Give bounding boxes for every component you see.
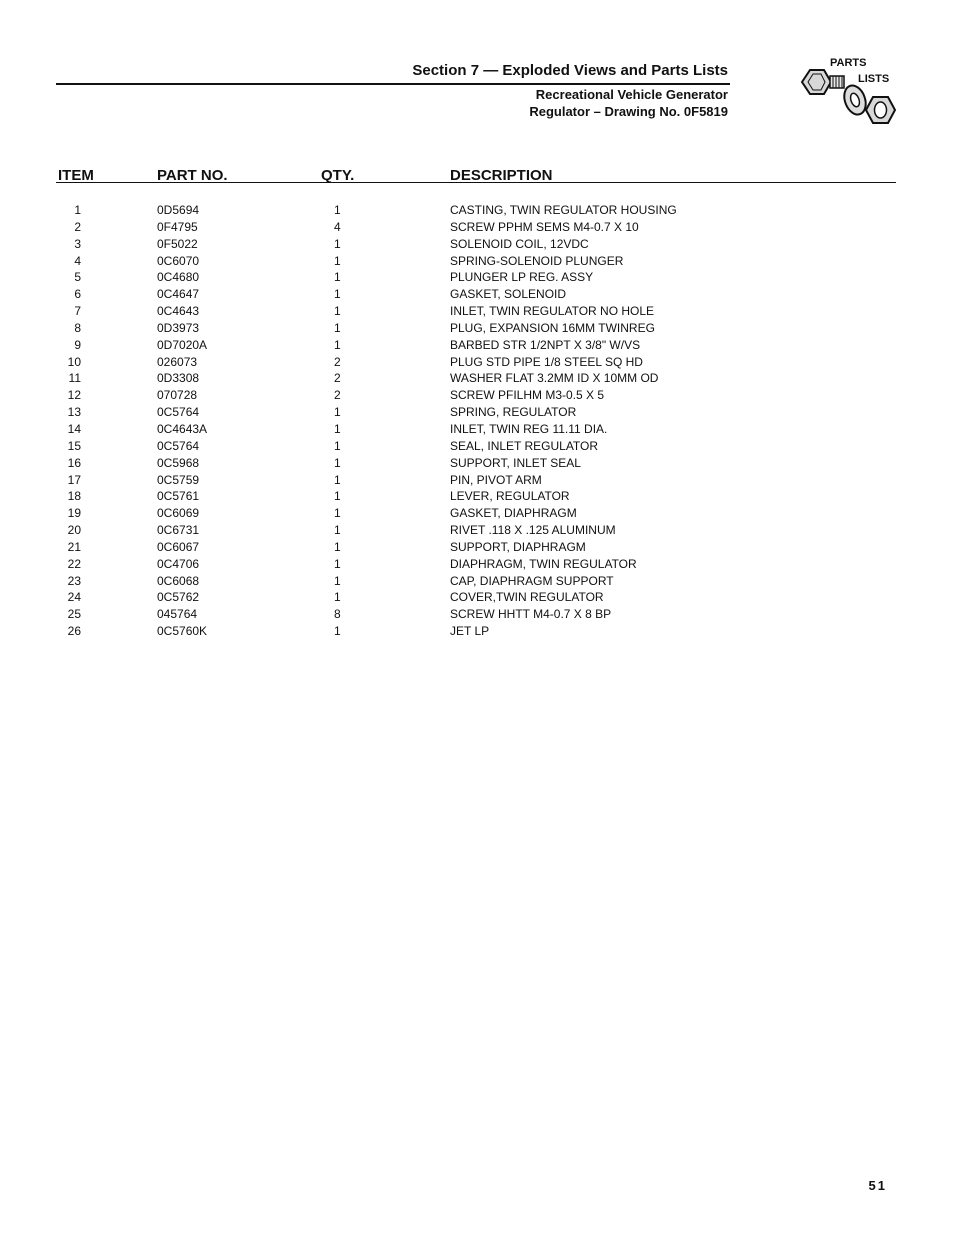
item-cell: 3 bbox=[74, 236, 81, 251]
item-cell: 6 bbox=[74, 287, 81, 302]
qty-cell: 2 bbox=[334, 388, 341, 403]
table-row bbox=[0, 370, 954, 387]
description-cell: SPRING, REGULATOR bbox=[450, 405, 577, 420]
part-no-cell: 0C5761 bbox=[157, 489, 200, 504]
column-header-item: ITEM bbox=[58, 167, 94, 184]
header-divider bbox=[56, 83, 730, 85]
part-no-cell: 0D7020A bbox=[157, 337, 208, 352]
table-row bbox=[0, 455, 954, 472]
table-row bbox=[0, 337, 954, 354]
part-no-cell: 0C5759 bbox=[157, 472, 200, 487]
description-cell: PLUG STD PIPE 1/8 STEEL SQ HD bbox=[450, 354, 643, 369]
part-no-cell: 0C5762 bbox=[157, 590, 200, 605]
table-header-divider bbox=[56, 182, 896, 183]
item-cell: 7 bbox=[74, 304, 81, 319]
qty-cell: 1 bbox=[334, 320, 341, 335]
subtitle-product: Recreational Vehicle Generator bbox=[535, 87, 728, 102]
qty-cell: 1 bbox=[334, 270, 341, 285]
item-cell: 23 bbox=[67, 573, 81, 588]
qty-cell: 1 bbox=[334, 556, 341, 571]
description-cell: PIN, PIVOT ARM bbox=[450, 472, 542, 487]
qty-cell: 2 bbox=[334, 354, 341, 369]
table-row bbox=[0, 573, 954, 590]
part-no-cell: 0C6731 bbox=[157, 523, 200, 538]
qty-cell: 1 bbox=[334, 253, 341, 268]
description-cell: SCREW PFILHM M3-0.5 X 5 bbox=[450, 388, 605, 403]
item-cell: 15 bbox=[67, 438, 81, 453]
description-cell: INLET, TWIN REG 11.11 DIA. bbox=[450, 421, 608, 436]
part-no-cell: 0C4680 bbox=[157, 270, 200, 285]
description-cell: LEVER, REGULATOR bbox=[450, 489, 570, 504]
item-cell: 5 bbox=[74, 270, 81, 285]
description-cell: INLET, TWIN REGULATOR NO HOLE bbox=[450, 304, 655, 319]
description-cell: GASKET, DIAPHRAGM bbox=[450, 506, 577, 521]
table-row bbox=[0, 421, 954, 438]
logo-text-parts: PARTS bbox=[830, 57, 867, 69]
item-cell: 13 bbox=[67, 405, 81, 420]
qty-cell: 1 bbox=[334, 304, 341, 319]
qty-cell: 1 bbox=[334, 455, 341, 470]
description-cell: SOLENOID COIL, 12VDC bbox=[450, 236, 589, 251]
item-cell: 26 bbox=[67, 624, 81, 639]
column-header-part-no: PART NO. bbox=[157, 167, 228, 184]
table-row bbox=[0, 623, 954, 640]
subtitle-drawing: Regulator – Drawing No. 0F5819 bbox=[529, 104, 728, 119]
part-no-cell: 0D5694 bbox=[157, 203, 200, 217]
parts-lists-logo bbox=[800, 54, 900, 132]
table-row bbox=[0, 589, 954, 606]
description-cell: CASTING, TWIN REGULATOR HOUSING bbox=[450, 203, 677, 217]
item-cell: 14 bbox=[67, 421, 81, 436]
description-cell: PLUNGER LP REG. ASSY bbox=[450, 270, 594, 285]
description-cell: CAP, DIAPHRAGM SUPPORT bbox=[450, 573, 614, 588]
table-row bbox=[0, 539, 954, 556]
table-row bbox=[0, 219, 954, 236]
table-row bbox=[0, 522, 954, 539]
table-row bbox=[0, 472, 954, 489]
part-no-cell: 0C5764 bbox=[157, 405, 200, 420]
item-cell: 25 bbox=[67, 607, 81, 622]
part-no-cell: 0C6070 bbox=[157, 253, 200, 268]
description-cell: SUPPORT, DIAPHRAGM bbox=[450, 539, 586, 554]
description-cell: RIVET .118 X .125 ALUMINUM bbox=[450, 523, 616, 538]
item-cell: 20 bbox=[67, 523, 81, 538]
table-row bbox=[0, 253, 954, 270]
item-cell: 17 bbox=[67, 472, 81, 487]
part-no-cell: 0D3973 bbox=[157, 320, 200, 335]
table-row bbox=[0, 404, 954, 421]
qty-cell: 1 bbox=[334, 489, 341, 504]
qty-cell: 8 bbox=[334, 607, 341, 622]
table-row bbox=[0, 438, 954, 455]
description-cell: SUPPORT, INLET SEAL bbox=[450, 455, 581, 470]
item-cell: 18 bbox=[67, 489, 81, 504]
qty-cell: 4 bbox=[334, 219, 341, 234]
table-row bbox=[0, 606, 954, 623]
qty-cell: 1 bbox=[334, 624, 341, 639]
qty-cell: 1 bbox=[334, 236, 341, 251]
bolt-icon bbox=[802, 70, 844, 94]
qty-cell: 1 bbox=[334, 203, 341, 217]
description-cell: BARBED STR 1/2NPT X 3/8" W/VS bbox=[450, 337, 641, 352]
logo-text-lists: LISTS bbox=[858, 73, 890, 85]
column-header-qty: QTY. bbox=[321, 167, 355, 184]
part-no-cell: 0C6067 bbox=[157, 539, 200, 554]
qty-cell: 1 bbox=[334, 421, 341, 436]
qty-cell: 1 bbox=[334, 472, 341, 487]
item-cell: 16 bbox=[67, 455, 81, 470]
page-number: 51 bbox=[868, 1178, 887, 1193]
description-cell: PLUG, EXPANSION 16MM TWINREG bbox=[450, 320, 655, 335]
table-row bbox=[0, 387, 954, 404]
table-row bbox=[0, 236, 954, 253]
qty-cell: 1 bbox=[334, 506, 341, 521]
item-cell: 9 bbox=[74, 337, 81, 352]
description-cell: SEAL, INLET REGULATOR bbox=[450, 438, 599, 453]
column-header-description: DESCRIPTION bbox=[450, 167, 553, 184]
table-row bbox=[0, 202, 954, 219]
part-no-cell: 045764 bbox=[157, 607, 198, 622]
part-no-cell: 0C5764 bbox=[157, 438, 200, 453]
qty-cell: 2 bbox=[334, 371, 341, 386]
description-cell: GASKET, SOLENOID bbox=[450, 287, 567, 302]
description-cell: WASHER FLAT 3.2MM ID X 10MM OD bbox=[450, 371, 659, 386]
part-no-cell: 0C4643 bbox=[157, 304, 200, 319]
item-cell: 2 bbox=[74, 219, 81, 234]
qty-cell: 1 bbox=[334, 405, 341, 420]
part-no-cell: 0C5968 bbox=[157, 455, 200, 470]
qty-cell: 1 bbox=[334, 590, 341, 605]
description-cell: SCREW PPHM SEMS M4-0.7 X 10 bbox=[450, 219, 639, 234]
part-no-cell: 070728 bbox=[157, 388, 198, 403]
qty-cell: 1 bbox=[334, 337, 341, 352]
table-row bbox=[0, 303, 954, 320]
part-no-cell: 0C5760K bbox=[157, 624, 208, 639]
table-row bbox=[0, 488, 954, 505]
qty-cell: 1 bbox=[334, 539, 341, 554]
item-cell: 11 bbox=[68, 371, 81, 386]
qty-cell: 1 bbox=[334, 573, 341, 588]
section-title: Section 7 — Exploded Views and Parts Lists bbox=[412, 62, 728, 79]
table-row bbox=[0, 269, 954, 286]
qty-cell: 1 bbox=[334, 287, 341, 302]
item-cell: 19 bbox=[67, 506, 81, 521]
item-cell: 1 bbox=[74, 203, 81, 217]
table-row bbox=[0, 354, 954, 371]
item-cell: 10 bbox=[67, 354, 81, 369]
table-row bbox=[0, 505, 954, 522]
description-cell: SCREW HHTT M4-0.7 X 8 BP bbox=[450, 607, 612, 622]
washer-icon bbox=[840, 82, 869, 117]
part-no-cell: 0C4647 bbox=[157, 287, 200, 302]
description-cell: JET LP bbox=[450, 624, 490, 639]
part-no-cell: 0C4643A bbox=[157, 421, 208, 436]
description-cell: SPRING-SOLENOID PLUNGER bbox=[450, 253, 624, 268]
parts-table-body bbox=[0, 202, 954, 640]
part-no-cell: 0F5022 bbox=[157, 236, 198, 251]
qty-cell: 1 bbox=[334, 523, 341, 538]
nut-icon bbox=[866, 97, 895, 123]
item-cell: 24 bbox=[67, 590, 81, 605]
part-no-cell: 0C6068 bbox=[157, 573, 200, 588]
description-cell: DIAPHRAGM, TWIN REGULATOR bbox=[450, 556, 637, 571]
table-row bbox=[0, 320, 954, 337]
item-cell: 22 bbox=[67, 556, 81, 571]
item-cell: 12 bbox=[67, 388, 81, 403]
part-no-cell: 0C6069 bbox=[157, 506, 200, 521]
table-row bbox=[0, 286, 954, 303]
item-cell: 8 bbox=[74, 320, 81, 335]
part-no-cell: 0C4706 bbox=[157, 556, 200, 571]
item-cell: 21 bbox=[67, 539, 81, 554]
item-cell: 4 bbox=[74, 253, 81, 268]
qty-cell: 1 bbox=[334, 438, 341, 453]
part-no-cell: 0D3308 bbox=[157, 371, 200, 386]
table-row bbox=[0, 556, 954, 573]
part-no-cell: 0F4795 bbox=[157, 219, 198, 234]
description-cell: COVER,TWIN REGULATOR bbox=[450, 590, 604, 605]
part-no-cell: 026073 bbox=[157, 354, 198, 369]
